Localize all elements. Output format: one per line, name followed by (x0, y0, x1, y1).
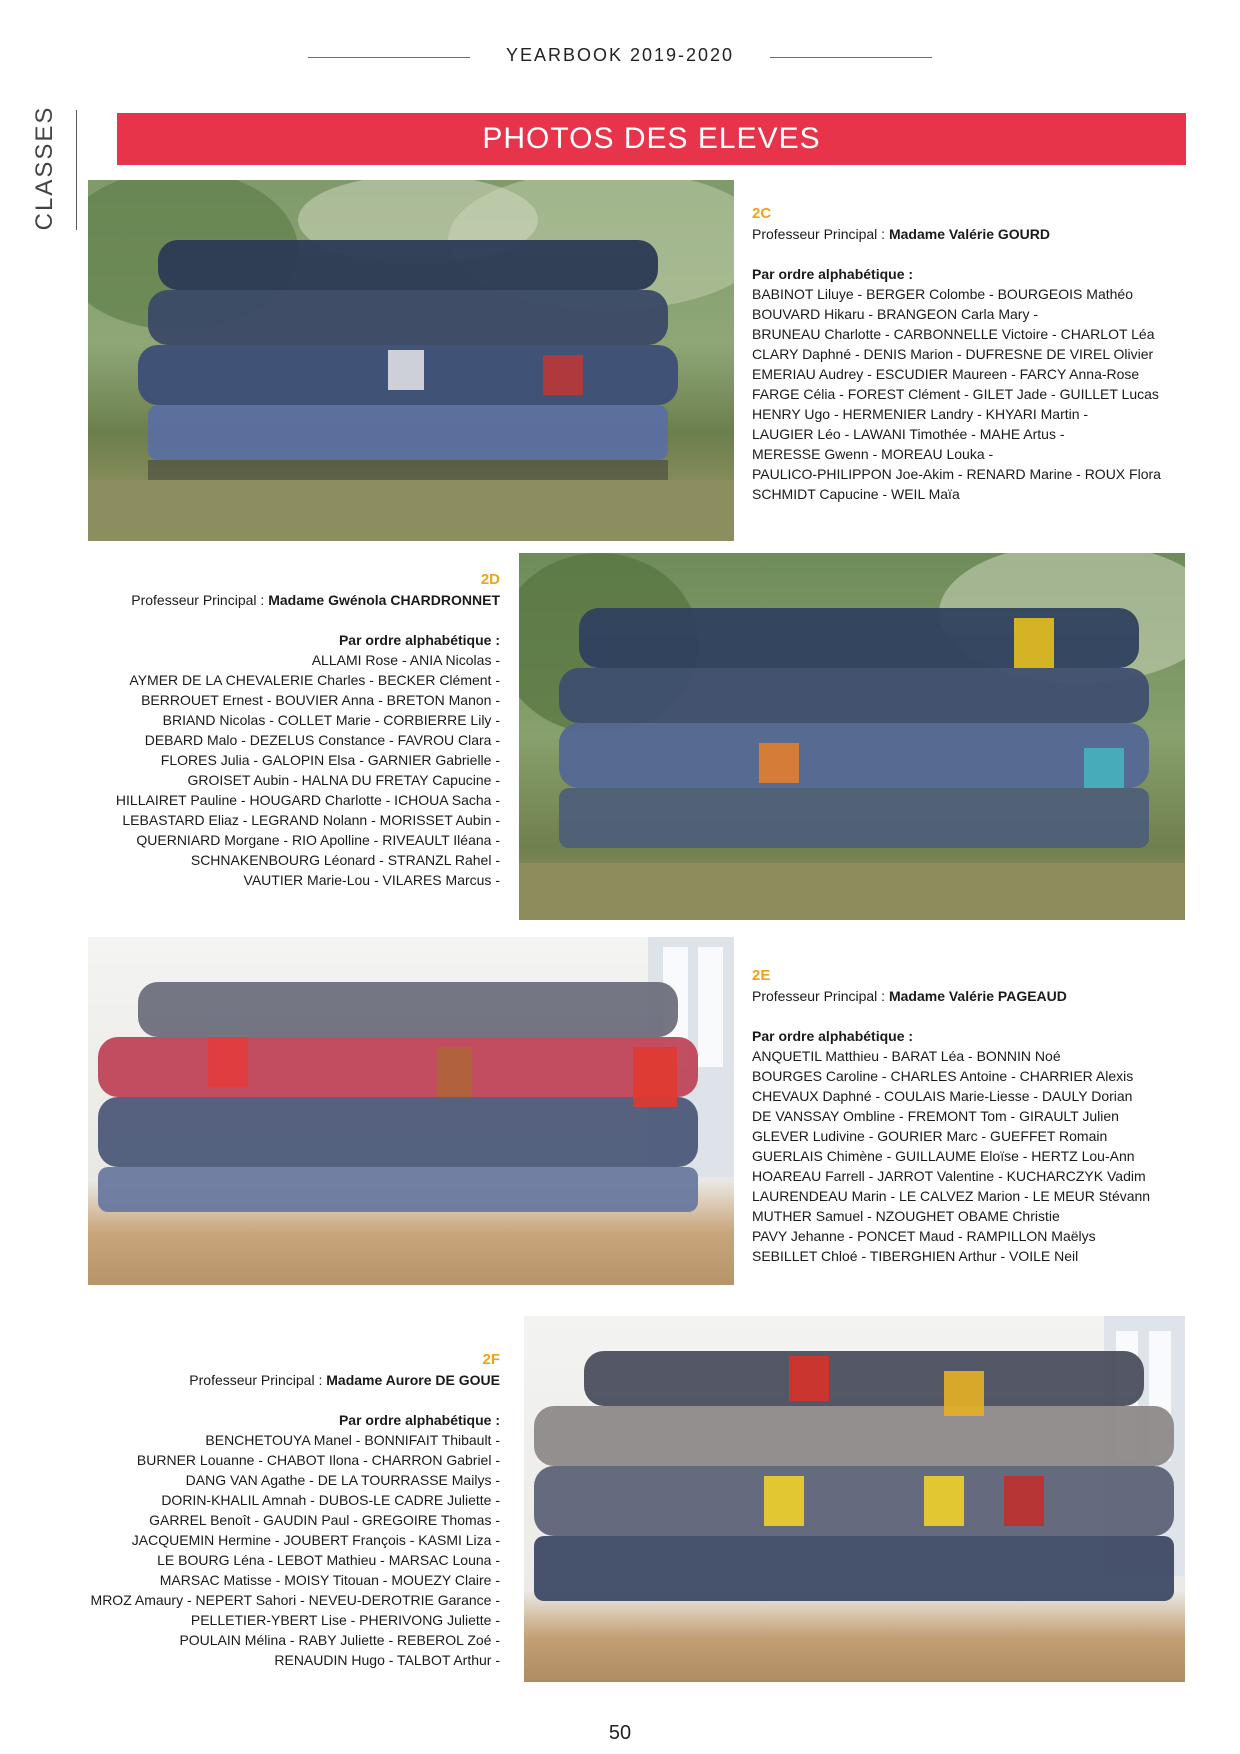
student-line: BENCHETOUYA Manel - BONNIFAIT Thibault - (205, 1432, 500, 1448)
student-line: LAUGIER Léo - LAWANI Timothée - MAHE Artus - (752, 426, 1065, 442)
order-label: Par ordre alphabétique : (338, 1412, 500, 1428)
student-line: BRUNEAU Charlotte - CARBONNELLE Victoire - CHARLOT Léa (752, 326, 1155, 342)
student-line: FLORES Julia - GALOPIN Elsa - GARNIER Gabrielle - (160, 752, 500, 768)
side-divider (76, 110, 77, 230)
student-line: AYMER DE LA CHEVALERIE Charles - BECKER Clément - (129, 672, 500, 688)
section-side-label: CLASSES (31, 105, 58, 231)
student-line: CHEVAUX Daphné - COULAIS Marie-Liesse - DAULY Dorian (752, 1088, 1133, 1104)
student-line: PELLETIER-YBERT Lise - PHERIVONG Juliette - (190, 1612, 500, 1628)
yearbook-title: YEARBOOK 2019-2020 (505, 45, 735, 65)
student-line: BERROUET Ernest - BOUVIER Anna - BRETON Manon - (141, 692, 500, 708)
class-code: 2D (480, 571, 500, 588)
student-line: LE BOURG Léna - LEBOT Mathieu - MARSAC Louna - (157, 1552, 500, 1568)
class-info-2e (752, 966, 1212, 1266)
student-line: RENAUDIN Hugo - TALBOT Arthur - (274, 1652, 500, 1668)
student-line: PAULICO-PHILIPPON Joe-Akim - RENARD Marine - ROUX Flora (752, 466, 1161, 482)
student-line: ALLAMI Rose - ANIA Nicolas - (311, 652, 500, 668)
class-code: 2E (752, 967, 771, 984)
student-line: LAURENDEAU Marin - LE CALVEZ Marion - LE MEUR Stévann (752, 1188, 1151, 1204)
student-line: BRIAND Nicolas - COLLET Marie - CORBIERRE Lily - (162, 712, 500, 728)
class-code: 2F (482, 1351, 500, 1368)
student-line: MUTHER Samuel - NZOUGHET OBAME Christie (752, 1208, 1060, 1224)
student-line: BURNER Louanne - CHABOT Ilona - CHARRON Gabriel - (136, 1452, 500, 1468)
header-rule-right (770, 57, 932, 58)
student-line: HILLAIRET Pauline - HOUGARD Charlotte - ICHOUA Sacha - (115, 792, 500, 808)
student-line: QUERNIARD Morgane - RIO Apolline - RIVEAULT Iléana - (136, 832, 500, 848)
student-line: POULAIN Mélina - RABY Juliette - REBEROL Zoé - (179, 1632, 500, 1648)
order-label: Par ordre alphabétique : (752, 1028, 914, 1044)
student-line: MERESSE Gwenn - MOREAU Louka - (752, 446, 994, 462)
order-label: Par ordre alphabétique : (338, 632, 500, 648)
student-line: GROISET Aubin - HALNA DU FRETAY Capucine - (187, 772, 500, 788)
student-line: DE VANSSAY Ombline - FREMONT Tom - GIRAULT Julien (752, 1108, 1119, 1124)
prof-principal: Professeur Principal : Madame Gwénola CHARDRONNET (131, 592, 500, 608)
student-line: HENRY Ugo - HERMENIER Landry - KHYARI Martin - (752, 406, 1089, 422)
student-line: GARREL Benoît - GAUDIN Paul - GREGOIRE Thomas - (149, 1512, 500, 1528)
student-line: MARSAC Matisse - MOISY Titouan - MOUEZY Claire - (159, 1572, 500, 1588)
prof-principal: Professeur Principal : Madame Aurore DE GOUE (189, 1372, 500, 1388)
student-line: CLARY Daphné - DENIS Marion - DUFRESNE DE VIREL Olivier (752, 346, 1154, 362)
student-line: MROZ Amaury - NEPERT Sahori - NEVEU-DEROTRIE Garance - (90, 1592, 500, 1608)
student-line: GLEVER Ludivine - GOURIER Marc - GUEFFET Romain (752, 1128, 1108, 1144)
student-line: JACQUEMIN Hermine - JOUBERT François - KASMI Liza - (131, 1532, 500, 1548)
section-banner (117, 113, 1186, 165)
student-list (30, 1430, 500, 1670)
student-line: SCHNAKENBOURG Léonard - STRANZL Rahel - (190, 852, 500, 868)
class-photo-2c (88, 180, 734, 541)
student-line: FARGE Célia - FOREST Clément - GILET Jade - GUILLET Lucas (752, 386, 1159, 402)
student-line: ANQUETIL Matthieu - BARAT Léa - BONNIN Noé (752, 1048, 1061, 1064)
student-line: BOUVARD Hikaru - BRANGEON Carla Mary - (752, 306, 1039, 322)
student-line: LEBASTARD Eliaz - LEGRAND Nolann - MORISSET Aubin - (122, 812, 500, 828)
student-line: HOAREAU Farrell - JARROT Valentine - KUCHARCZYK Vadim (752, 1168, 1146, 1184)
student-line: EMERIAU Audrey - ESCUDIER Maureen - FARCY Anna-Rose (752, 366, 1140, 382)
class-info-2c (752, 204, 1212, 504)
header-rule-left (308, 57, 470, 58)
student-line: PAVY Jehanne - PONCET Maud - RAMPILLON Maëlys (752, 1228, 1096, 1244)
student-line: BABINOT Liluye - BERGER Colombe - BOURGEOIS Mathéo (752, 286, 1133, 302)
class-code: 2C (752, 205, 772, 222)
class-photo-2f (524, 1316, 1185, 1682)
student-line: SEBILLET Chloé - TIBERGHIEN Arthur - VOILE Neil (752, 1248, 1079, 1264)
class-info-2d (30, 570, 500, 890)
student-list (752, 1046, 1212, 1266)
student-line: SCHMIDT Capucine - WEIL Maïa (752, 486, 960, 502)
class-photo-2d (519, 553, 1185, 920)
class-photo-2e (88, 937, 734, 1285)
student-list (30, 650, 500, 890)
student-line: VAUTIER Marie-Lou - VILARES Marcus - (243, 872, 500, 888)
prof-principal: Professeur Principal : Madame Valérie PAGEAUD (752, 988, 1067, 1004)
student-line: DORIN-KHALIL Amnah - DUBOS-LE CADRE Juliette - (161, 1492, 500, 1508)
order-label: Par ordre alphabétique : (752, 266, 914, 282)
page-number: 50 (608, 1722, 632, 1744)
student-line: DEBARD Malo - DEZELUS Constance - FAVROU Clara - (144, 732, 500, 748)
prof-principal: Professeur Principal : Madame Valérie GOURD (752, 226, 1051, 242)
student-line: DANG VAN Agathe - DE LA TOURRASSE Mailys - (185, 1472, 500, 1488)
student-line: BOURGES Caroline - CHARLES Antoine - CHARRIER Alexis (752, 1068, 1134, 1084)
student-line: GUERLAIS Chimène - GUILLAUME Eloïse - HERTZ Lou-Ann (752, 1148, 1135, 1164)
banner-title: PHOTOS DES ELEVES (482, 122, 821, 155)
student-list (752, 284, 1212, 504)
class-info-2f (30, 1350, 500, 1670)
